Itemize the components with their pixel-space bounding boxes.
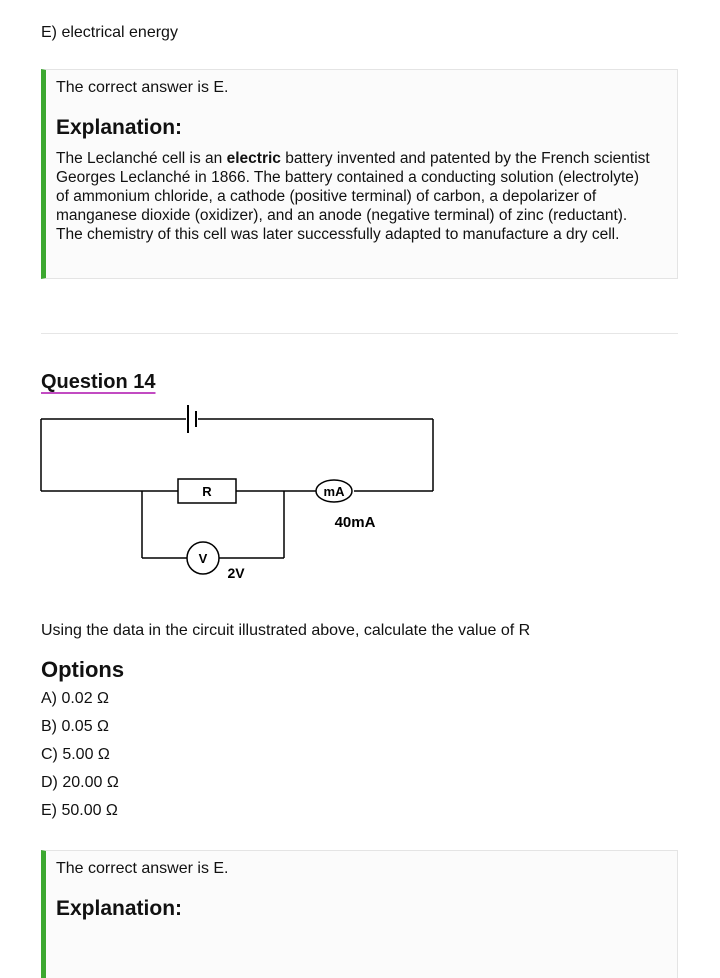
- voltmeter-reading: 2V: [227, 565, 245, 581]
- answer-box-previous: [41, 69, 678, 279]
- option-b: B) 0.05 Ω: [41, 718, 109, 735]
- option-d: D) 20.00 Ω: [41, 774, 119, 791]
- question-text: Using the data in the circuit illustrated above, calculate the value of R: [41, 622, 531, 639]
- ammeter-reading: 40mA: [334, 514, 376, 531]
- circuit-diagram: [0, 395, 720, 595]
- answer-box-question-14: [41, 850, 678, 978]
- correct-answer-text: The correct answer is E.: [56, 860, 229, 877]
- correct-answer-text: The correct answer is E.: [56, 79, 229, 96]
- option-e: E) 50.00 Ω: [41, 802, 118, 819]
- previous-option-e: E) electrical energy: [41, 24, 178, 41]
- explanation-text: The Leclanché cell is an electric battery invented and patented by the French scientist Georges Leclanché in 1866. The battery contained a conducting solution (electrolyte) of ammonium chloride, a cathode (positive terminal) of carbon, a depolarizer of manganese dioxide (oxidizer), and an anode (negative terminal) of zinc (reductant). The chemistry of this cell was later successfully adapted to manufacture a dry cell.: [56, 150, 650, 243]
- option-c: C) 5.00 Ω: [41, 746, 110, 763]
- option-a: A) 0.02 Ω: [41, 690, 109, 707]
- voltmeter-label: V: [198, 551, 208, 566]
- resistor-label: R: [202, 484, 212, 499]
- explanation-heading: Explanation:: [56, 897, 183, 920]
- section-divider: [41, 333, 678, 334]
- ammeter-label: mA: [323, 484, 345, 499]
- bold-keyword: electric: [226, 150, 281, 167]
- options-heading: Options: [41, 657, 125, 682]
- explanation-heading: Explanation:: [56, 116, 183, 139]
- question-title: Question 14: [41, 371, 156, 393]
